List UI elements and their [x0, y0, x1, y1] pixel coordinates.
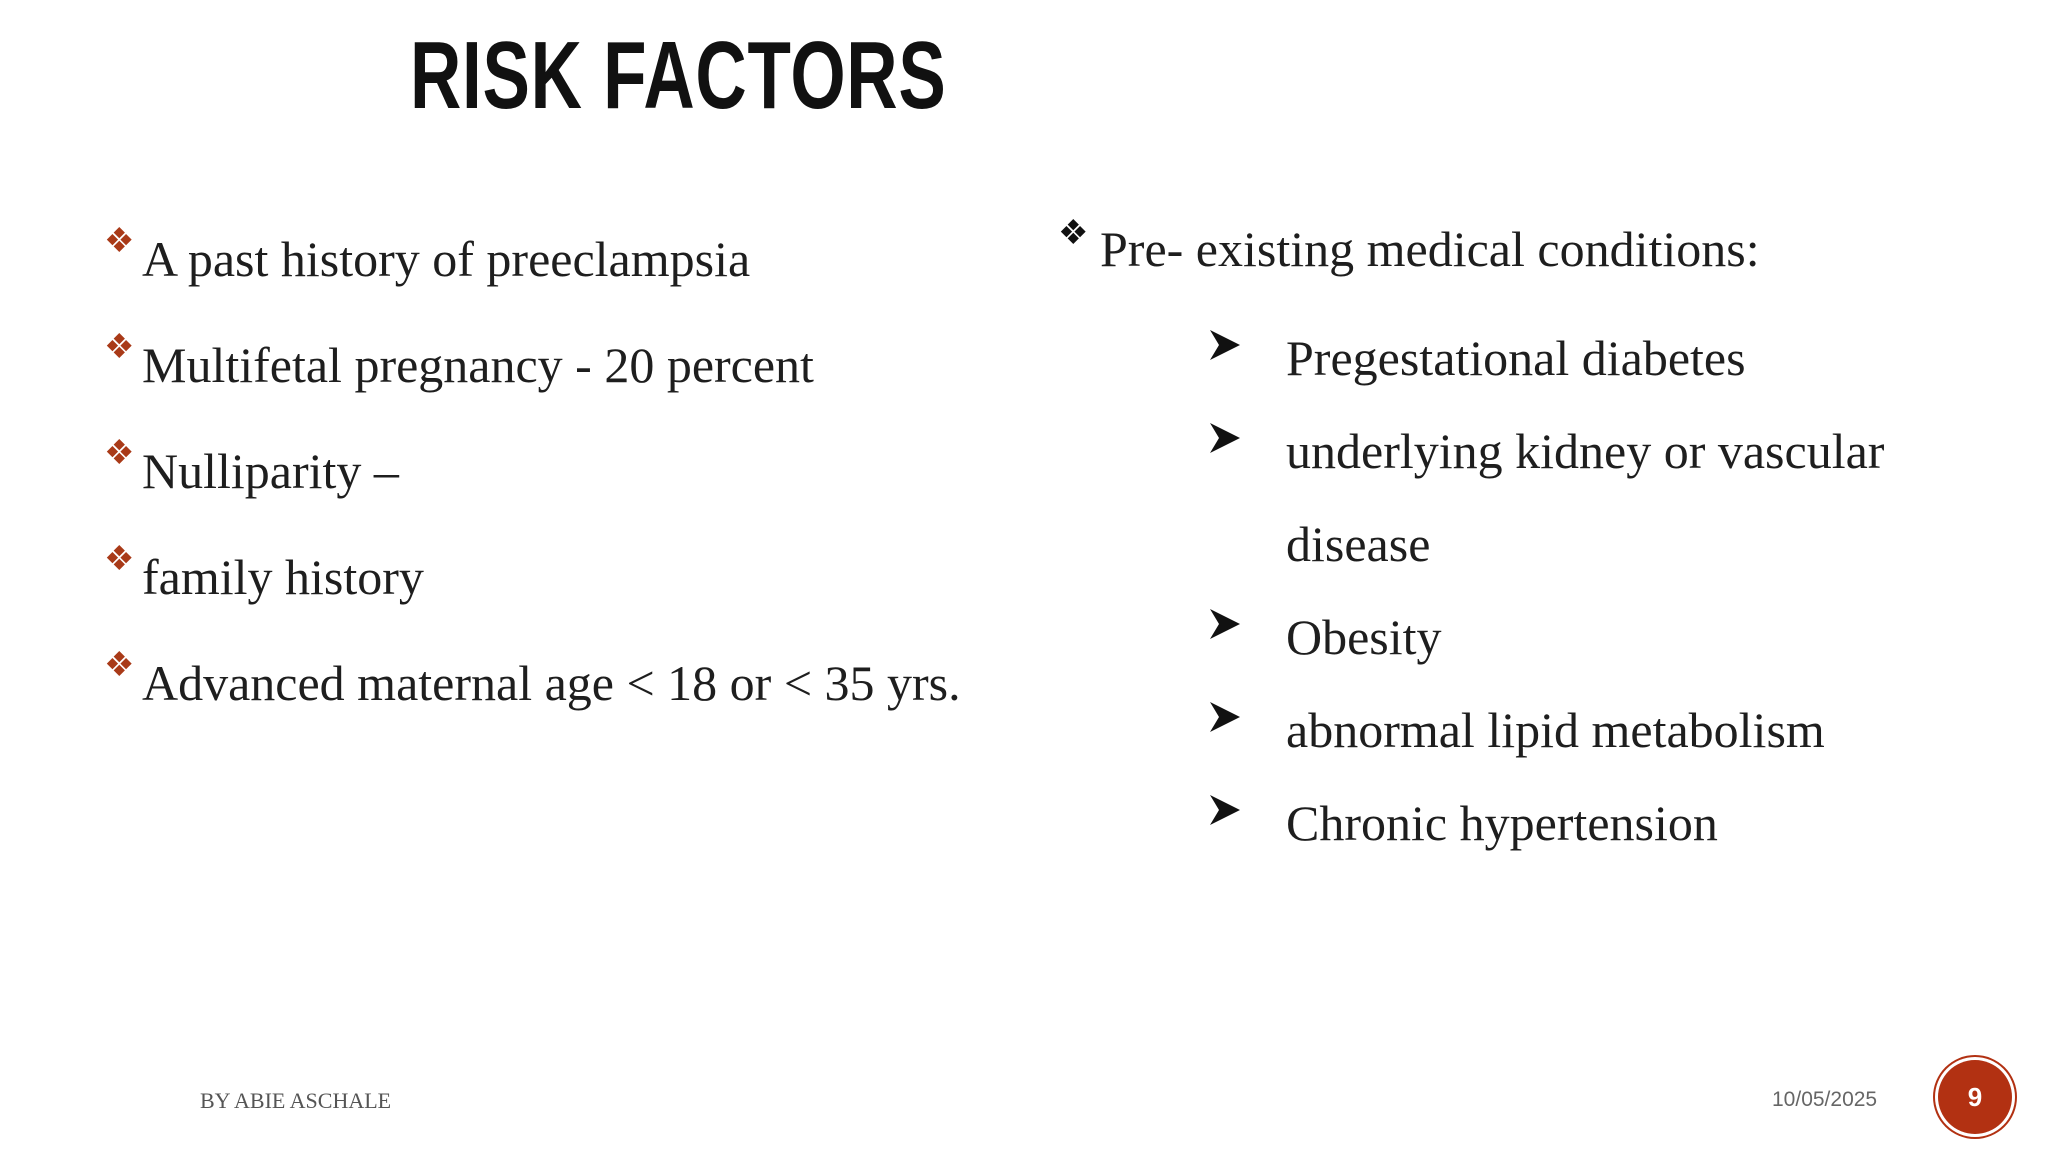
four-diamond-bullet-icon: ❖ — [1058, 215, 1089, 252]
list-item — [1208, 684, 1884, 777]
list-item-label: family history — [142, 549, 424, 605]
arrowhead-bullet-icon — [1208, 312, 1242, 405]
page-number: 9 — [1967, 1081, 1983, 1112]
list-item-label: Chronic hypertension — [1286, 795, 1718, 851]
four-diamond-bullet-icon: ❖ — [104, 329, 135, 366]
list-item — [1208, 591, 1884, 684]
list-item — [104, 435, 961, 546]
list-item — [1208, 312, 1884, 405]
list-item-label: A past history of preeclampsia — [142, 231, 751, 287]
list-item — [104, 329, 961, 440]
right-heading-label: Pre- existing medical conditions: — [1100, 221, 1760, 277]
list-item — [1208, 405, 1884, 498]
four-diamond-bullet-icon: ❖ — [104, 435, 135, 472]
list-item-label: abnormal lipid metabolism — [1286, 702, 1825, 758]
list-item-label: Multifetal pregnancy - 20 percent — [142, 337, 814, 393]
list-item — [104, 223, 961, 334]
page-number-badge — [1938, 1060, 2012, 1134]
list-item-label: underlying kidney or vascular — [1286, 423, 1885, 479]
slide-title: RISK FACTORS — [410, 22, 947, 129]
sub-bullet-list — [1208, 312, 1884, 870]
arrowhead-bullet-icon — [1208, 405, 1242, 498]
list-item-label: Nulliparity – — [142, 443, 399, 499]
four-diamond-bullet-icon: ❖ — [104, 647, 135, 684]
arrowhead-bullet-icon — [1208, 591, 1242, 684]
arrowhead-bullet-icon — [1208, 684, 1242, 777]
list-item — [104, 541, 961, 652]
footer-date: 10/05/2025 — [1772, 1088, 1878, 1111]
list-item — [104, 647, 961, 758]
four-diamond-bullet-icon: ❖ — [104, 541, 135, 578]
list-item — [1208, 777, 1884, 870]
list-item-continuation — [1208, 498, 1884, 591]
right-heading — [1058, 215, 1760, 280]
footer-author: BY ABIE ASCHALE — [200, 1088, 392, 1113]
list-item-label: Advanced maternal age < 18 or < 35 yrs. — [142, 655, 961, 711]
four-diamond-bullet-icon: ❖ — [104, 223, 135, 260]
arrowhead-bullet-icon — [1208, 777, 1242, 870]
list-item-label: Pregestational diabetes — [1286, 330, 1746, 386]
left-bullet-list — [104, 223, 961, 758]
list-item-label: Obesity — [1286, 609, 1442, 665]
list-item-label: disease — [1286, 516, 1431, 572]
